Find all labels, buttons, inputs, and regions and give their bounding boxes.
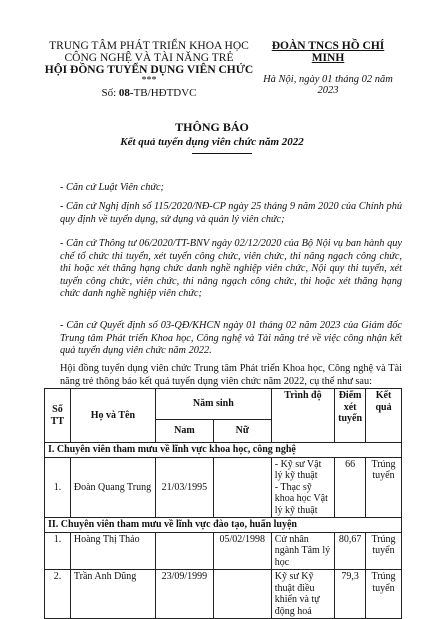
cell-female: 05/02/1998 — [213, 532, 271, 570]
number-label: Số: — [101, 87, 117, 99]
header-stt: Số TT — [45, 389, 71, 443]
legal-basis-1: - Căn cứ Luật Viên chức; — [60, 182, 164, 193]
title-underline — [192, 153, 252, 154]
section-row — [45, 443, 402, 458]
document-subtitle: Kết quả tuyển dụng viên chức năm 2022 — [120, 136, 304, 148]
cell-name: Hoàng Thị Thảo — [70, 532, 155, 570]
table-header-row — [45, 389, 402, 420]
cell-score: 66 — [335, 457, 366, 518]
cell-score: 79,3 — [335, 570, 366, 619]
cell-score: 80,67 — [335, 532, 366, 570]
header-male: Nam — [155, 420, 213, 443]
org-name-line2: CÔNG NGHỆ VÀ TÀI NĂNG TRẺ — [64, 52, 234, 64]
union-block — [258, 40, 398, 96]
header-name: Họ và Tên — [70, 389, 155, 443]
header-result: Kết quả — [366, 389, 402, 443]
table-row — [45, 570, 402, 619]
cell-degree — [271, 457, 334, 518]
header-score: Điểm xét tuyển — [335, 389, 366, 443]
cell-female — [213, 570, 271, 619]
number-code: TB/HĐTDVC — [133, 87, 197, 99]
results-table — [44, 388, 402, 619]
document-number — [44, 87, 254, 99]
number-value: 08- — [118, 87, 134, 99]
section-row — [45, 518, 402, 533]
cell-male: 23/09/1999 — [155, 570, 213, 619]
council-name: HỘI ĐỒNG TUYỂN DỤNG VIÊN CHỨC — [44, 64, 254, 76]
cell-degree: Cử nhân ngành Tâm lý học — [271, 532, 334, 570]
section-title-1: I. Chuyên viên tham mưu về lĩnh vực khoa học, công nghệ — [45, 443, 402, 458]
legal-basis-4: - Căn cứ Quyết định số 03-QĐ/KHCN ngày 01 tháng 02 năm 2023 của Giám đốc Trung tâm Phát triển Khoa học, Công nghệ và Tài năng trẻ về việc công nhận kết quả tuyển dụng viên chức năm 2022. — [60, 320, 402, 356]
table-row — [45, 532, 402, 570]
stars-divider: *** — [141, 75, 157, 86]
degree-line-2: - Thạc sỹ khoa học Vật lý kỹ thuật — [274, 481, 328, 516]
cell-degree: Kỹ sư Kỹ thuật điều khiển và tự động hoá — [271, 570, 334, 619]
org-name-line1: TRUNG TÂM PHÁT TRIỂN KHOA HỌC — [49, 40, 249, 52]
cell-female — [213, 457, 271, 518]
cell-male — [155, 532, 213, 570]
legal-basis-3: - Căn cứ Thông tư 06/2020/TT-BNV ngày 02/12/2020 của Bộ Nội vụ ban hành quy chế tổ chức thi tuyển, xét tuyển công chức, viên chức, thi nâng ngạch công chức, thi hoặc xét thăng hạng chức danh nghề nghiệp viên chức, Nội quy thi tuyển, xét tuyển công chức, viên chức, thi nâng ngạch công chức, thi hoặc xét thăng hạng chức danh nghề nghiệp viên chức; — [60, 238, 402, 299]
header-female: Nữ — [213, 420, 271, 443]
cell-result: Trúng tuyển — [366, 570, 402, 619]
table-row — [45, 457, 402, 518]
cell-male: 21/03/1995 — [155, 457, 213, 518]
header-degree: Trình độ — [271, 389, 334, 443]
cell-result: Trúng tuyển — [366, 457, 402, 518]
document-title: THÔNG BÁO — [175, 120, 249, 134]
cell-stt: 1. — [45, 532, 71, 570]
union-name: ĐOÀN TNCS HỒ CHÍ MINH — [271, 40, 385, 64]
section-title-2: II. Chuyên viên tham mưu về lĩnh vực đào tạo, huấn luyện — [45, 518, 402, 533]
issuer-block — [44, 40, 254, 99]
degree-line-1: - Kỹ sư Vật lý kỹ thuật — [274, 458, 322, 481]
cell-name: Trần Anh Dũng — [70, 570, 155, 619]
cell-name: Đoàn Quang Trung — [70, 457, 155, 518]
issue-date: Hà Nội, ngày 01 tháng 02 năm 2023 — [263, 74, 393, 96]
legal-basis-2: - Căn cứ Nghị định số 115/2020/NĐ-CP ngày 25 tháng 9 năm 2020 của Chính phủ quy định về tuyển dụng, sử dụng và quản lý viên chức; — [60, 201, 402, 225]
cell-result: Trúng tuyển — [366, 532, 402, 570]
cell-stt: 1. — [45, 457, 71, 518]
header-birth: Năm sinh — [155, 389, 271, 420]
cell-stt: 2. — [45, 570, 71, 619]
intro-paragraph: Hội đồng tuyển dụng viên chức Trung tâm Phát triển Khoa học, Công nghệ và Tài năng trẻ thông báo kết quả tuyển dụng viên chức năm 2022, cụ thể như sau: — [60, 363, 402, 387]
